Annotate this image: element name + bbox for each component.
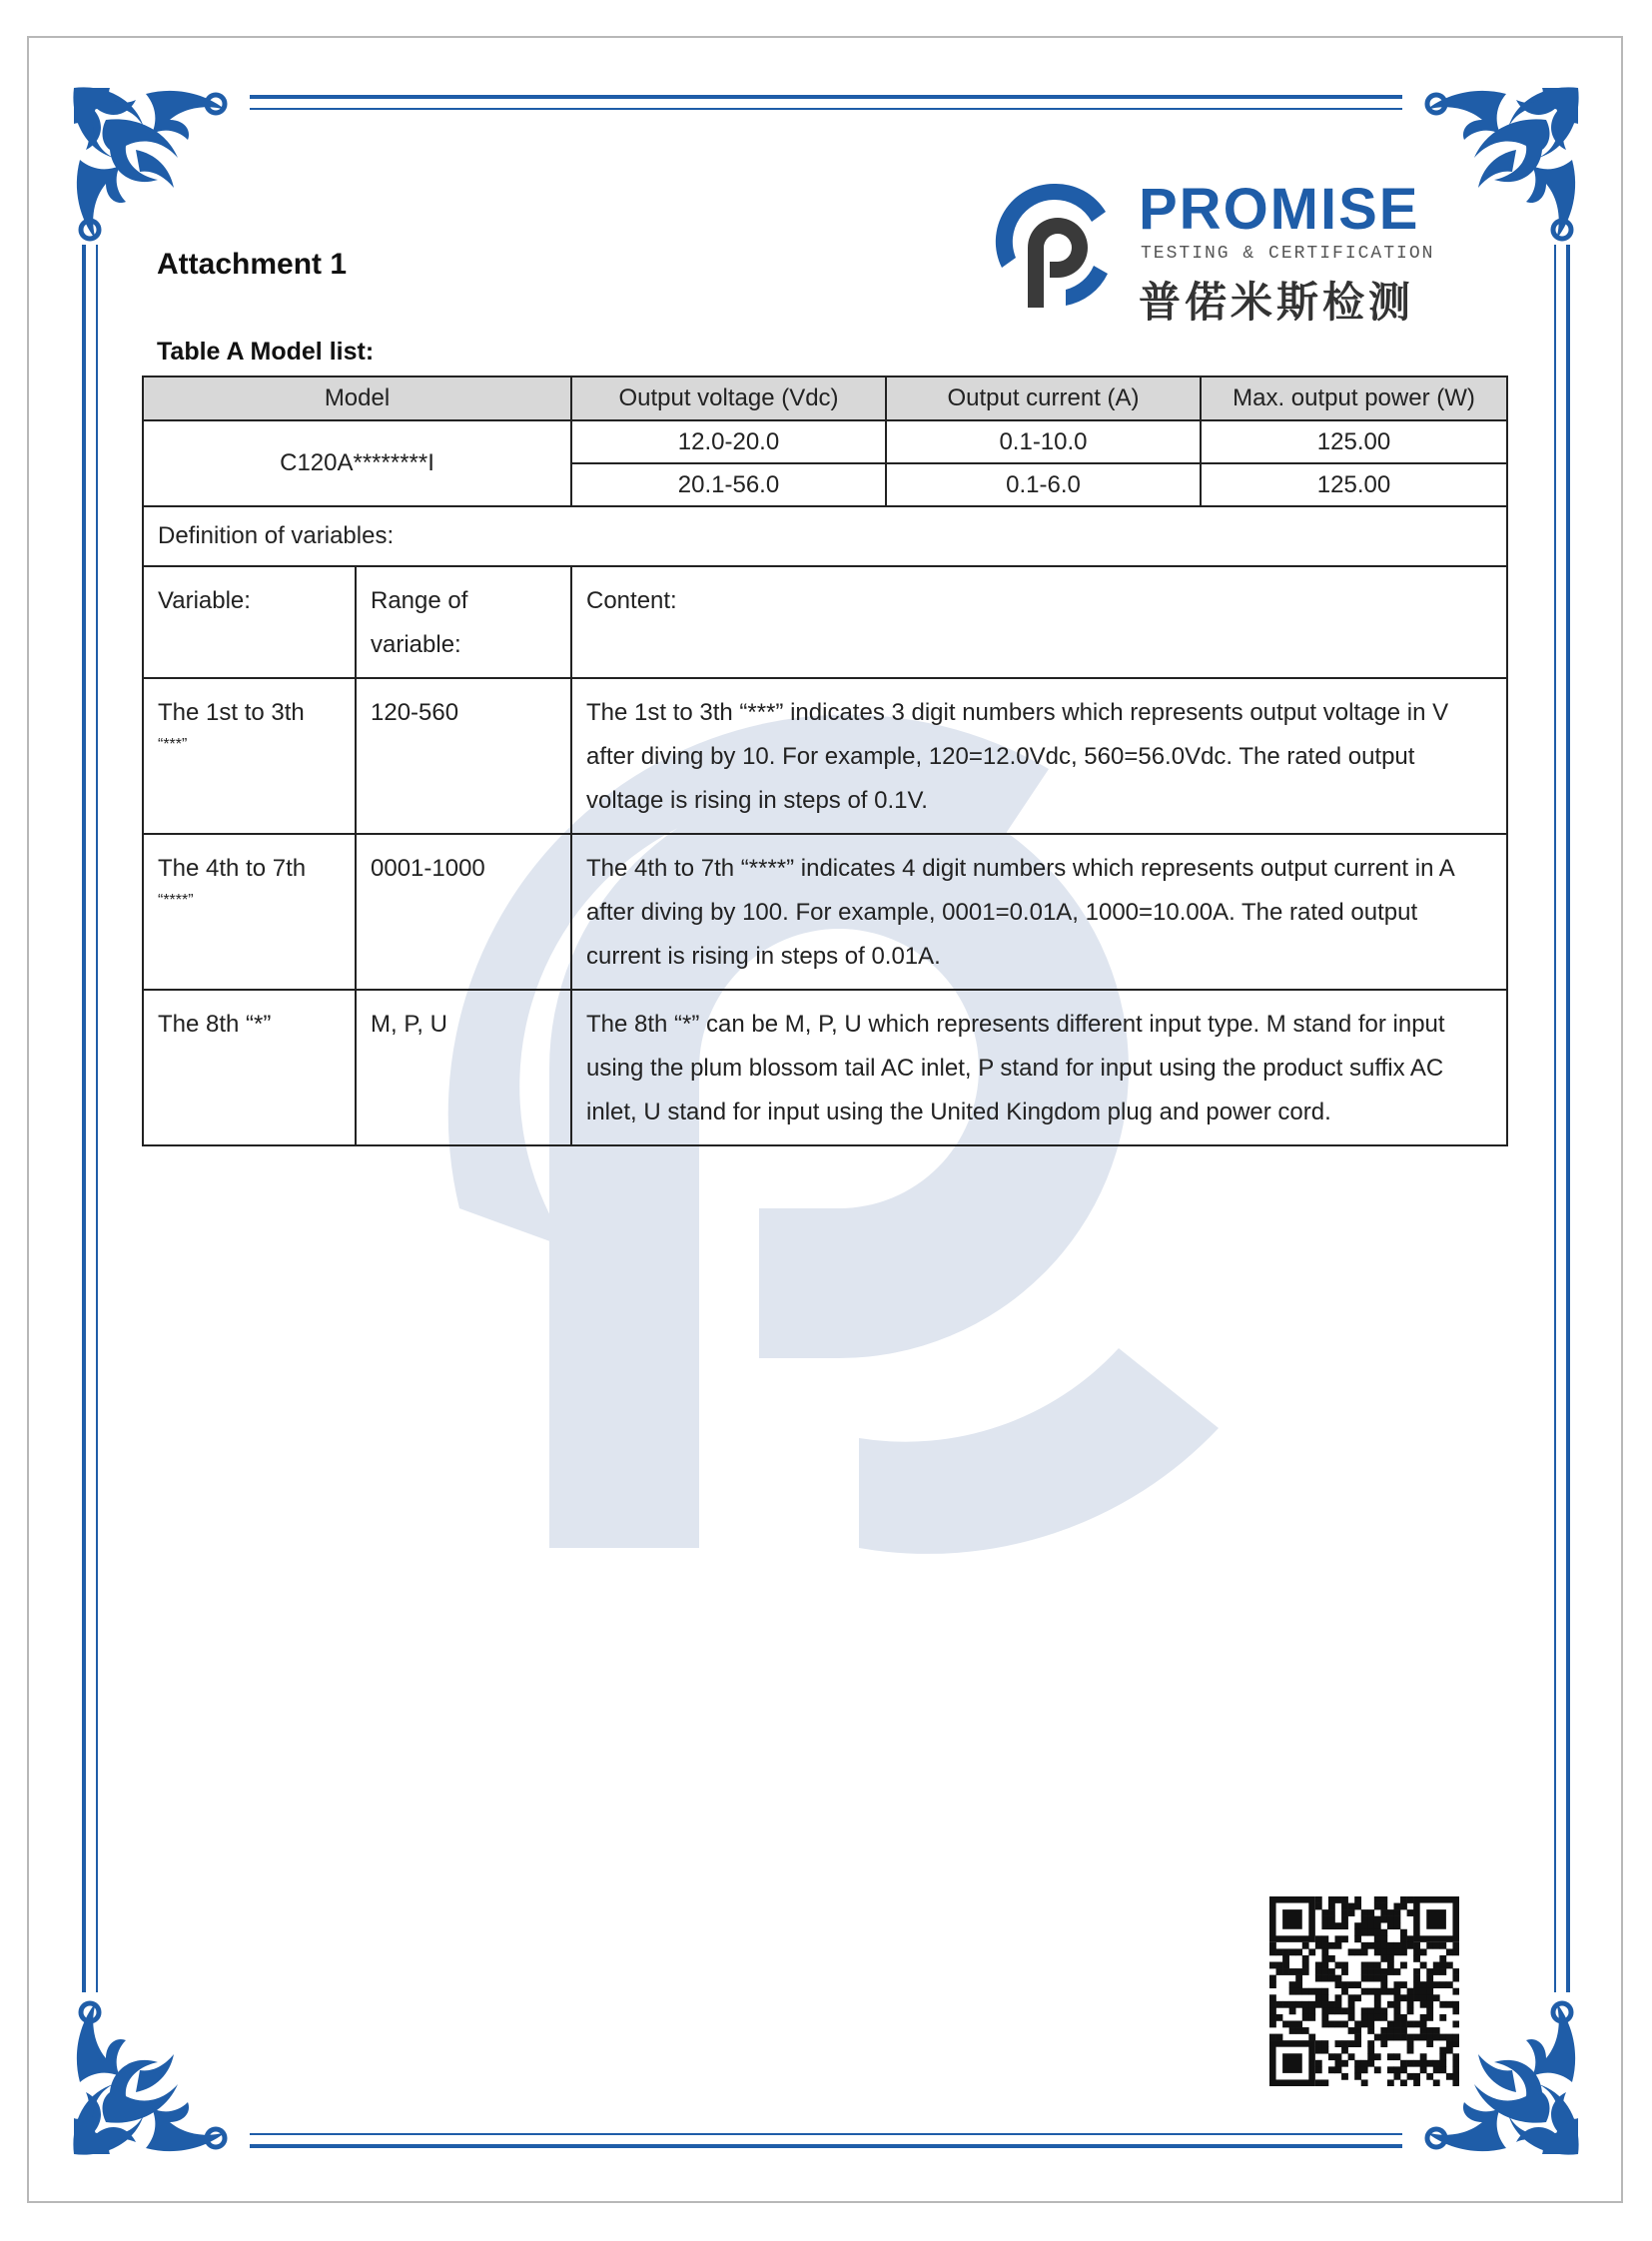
brand-tagline: TESTING & CERTIFICATION [1141, 244, 1435, 264]
content-header: Content: [571, 566, 1507, 678]
table-title: Table A Model list: [157, 338, 375, 366]
header-model: Model [143, 376, 571, 420]
content-cell: The 8th “*” can be M, P, U which represents different input type. M stand for input using the plum blossom tail AC inlet, P stand for input using the product suffix AC inlet, U stand for input using the United Kingdom plug and power cord. [571, 990, 1507, 1145]
range-cell: 120-560 [356, 678, 571, 834]
current-cell: 0.1-10.0 [886, 420, 1201, 463]
variable-cell [143, 678, 356, 834]
range-cell: 0001-1000 [356, 834, 571, 990]
variable-header: Variable: [143, 566, 356, 678]
definition-row [143, 506, 1507, 566]
power-cell: 125.00 [1201, 463, 1507, 506]
qr-code [1269, 1896, 1459, 2086]
header-max-power: Max. output power (W) [1201, 376, 1507, 420]
company-logo [994, 177, 1435, 327]
brand-chinese-name: 普偌米斯检测 [1139, 278, 1415, 327]
variable-name: The 8th “*” [143, 990, 356, 1145]
variable-name: The 4th to 7th [158, 855, 307, 882]
content-cell: The 1st to 3th “***” indicates 3 digit numbers which represents output voltage in V after diving by 10. For example, 120=12.0Vdc, 560=56.0Vdc. The rated output voltage is rising in steps of 0.1V. [571, 678, 1507, 834]
table-row [143, 420, 1507, 463]
variable-cell [143, 834, 356, 990]
table-row [143, 834, 1507, 990]
range-header: Range of variable: [356, 566, 571, 678]
header-output-current: Output current (A) [886, 376, 1201, 420]
voltage-cell: 12.0-20.0 [571, 420, 886, 463]
variable-marker: “***” [158, 736, 188, 753]
table-row [143, 990, 1507, 1145]
table-header-row [143, 376, 1507, 420]
promise-p-icon [994, 178, 1114, 313]
page-heading: Attachment 1 [157, 248, 348, 281]
content-cell: The 4th to 7th “****” indicates 4 digit numbers which represents output current in A after diving by 100. For example, 0001=0.01A, 1000=10.00A. The rated output current is rising in steps of 0.01A. [571, 834, 1507, 990]
model-list-table [142, 375, 1508, 1146]
table-row [143, 678, 1507, 834]
voltage-cell: 20.1-56.0 [571, 463, 886, 506]
brand-name: PROMISE [1139, 177, 1420, 242]
model-number: C120A********I [143, 420, 571, 506]
definition-label: Definition of variables: [143, 506, 1507, 566]
range-cell: M, P, U [356, 990, 571, 1145]
power-cell: 125.00 [1201, 420, 1507, 463]
variable-name: The 1st to 3th [158, 699, 305, 726]
current-cell: 0.1-6.0 [886, 463, 1201, 506]
variable-marker: “****” [158, 892, 194, 909]
variable-header-row [143, 566, 1507, 678]
header-output-voltage: Output voltage (Vdc) [571, 376, 886, 420]
